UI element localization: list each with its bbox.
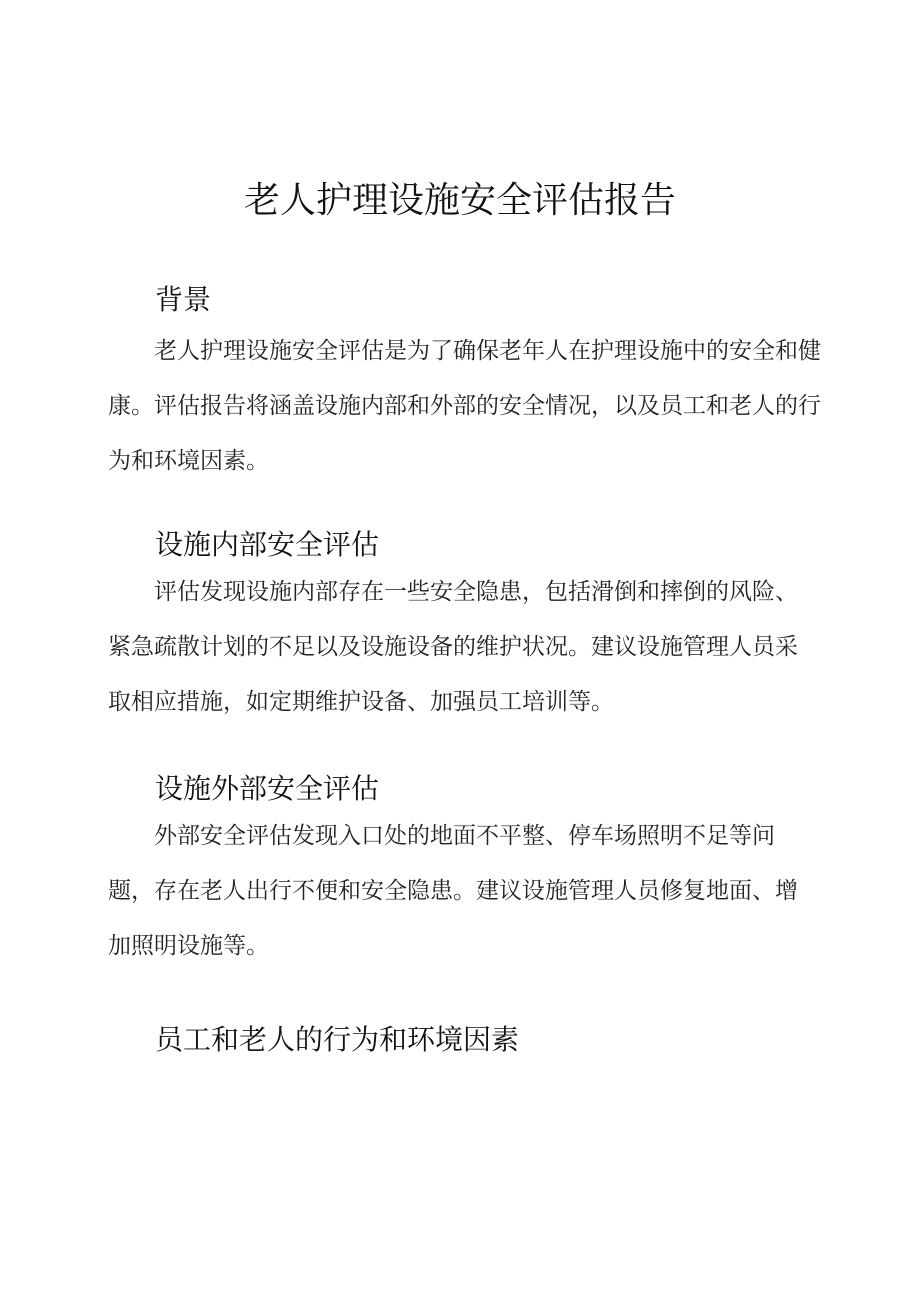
section-heading-internal-safety: 设施内部安全评估 [155, 528, 380, 561]
section-body-external-safety: 外部安全评估发现入口处的地面不平整、停车场照明不足等问题，存在老人出行不便和安全隐患。建议设施管理人员修复地面、增加照明设施等。 [108, 823, 798, 959]
section-body-internal-safety: 评估发现设施内部存在一些安全隐患，包括滑倒和摔倒的风险、紧急疏散计划的不足以及设施设备的维护状况。建议设施管理人员采取相应措施，如定期维护设备、加强员工培训等。 [108, 579, 798, 715]
section-heading-behavior-environment: 员工和老人的行为和环境因素 [155, 1023, 520, 1056]
page-title: 老人护理设施安全评估报告 [243, 180, 676, 221]
section-heading-external-safety: 设施外部安全评估 [155, 772, 380, 805]
section-body-background: 老人护理设施安全评估是为了确保老年人在护理设施中的安全和健康。评估报告将涵盖设施内部和外部的安全情况，以及员工和老人的行为和环境因素。 [108, 338, 821, 474]
section-heading-background: 背景 [155, 283, 212, 316]
